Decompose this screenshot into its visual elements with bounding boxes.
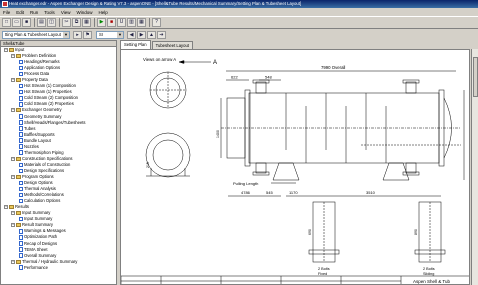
tree-node[interactable] <box>1 265 116 271</box>
folder-icon <box>16 260 21 264</box>
chart-icon[interactable]: ▥ <box>127 18 136 27</box>
folder-icon <box>16 157 21 161</box>
forward-icon[interactable]: ▶ <box>137 31 146 39</box>
bolts-fixed: 2 Bolts <box>318 267 330 271</box>
cut-icon[interactable]: ✂ <box>62 18 71 27</box>
bolts-sliding: 2 Bolts <box>423 267 435 271</box>
support-end-view <box>146 133 190 177</box>
arrow-a-head <box>179 61 184 64</box>
main-panel <box>118 40 478 285</box>
dim-622: 622 <box>231 74 238 80</box>
setting-plan-drawing <box>120 49 470 285</box>
expand-toggle-icon[interactable]: − <box>12 78 15 83</box>
toolbar-separator <box>34 18 35 27</box>
folder-icon <box>16 211 21 215</box>
saddle-fixed <box>273 163 299 180</box>
menu-window[interactable]: Window <box>76 9 93 15</box>
tree-node-label: Shell/Heads/Flanges/Tubesheets <box>24 119 86 125</box>
dim-545: 545 <box>266 190 273 195</box>
folder-icon <box>9 205 14 209</box>
expand-toggle-icon[interactable]: − <box>12 259 15 264</box>
bolts-fixed-2: Fixed <box>318 272 328 276</box>
print-icon[interactable]: ▤ <box>37 18 46 27</box>
tree-node-label: TEMA Sheet <box>24 246 48 252</box>
expand-toggle-icon[interactable]: − <box>12 223 15 228</box>
form-icon <box>19 235 23 240</box>
tree-node-label: Cold Stream (2) Properties <box>24 101 74 107</box>
bookmark-icon[interactable]: ⚑ <box>83 31 92 39</box>
title-bar <box>0 0 478 8</box>
form-icon <box>19 66 23 71</box>
tree-node-label: Methods/Correlations <box>24 192 64 198</box>
menu-file[interactable]: File <box>3 9 11 15</box>
table-icon[interactable]: ▦ <box>137 18 146 27</box>
expand-toggle-icon[interactable]: − <box>12 211 15 216</box>
dim-548: 548 <box>265 74 272 80</box>
form-icon <box>19 150 23 155</box>
tree-node-label: Hot Stream (1) Composition <box>24 83 76 89</box>
tree-node-label: Materials of Construction <box>24 161 71 167</box>
form-icon <box>19 96 23 101</box>
preview-icon[interactable]: ◫ <box>47 18 56 27</box>
folder-icon <box>16 78 21 82</box>
expand-toggle-icon[interactable]: − <box>5 205 8 210</box>
tree-node-label: Cold Stream (2) Composition <box>24 95 78 101</box>
dim-890: 890 <box>414 229 418 235</box>
tree-node-label: Thermal Analysis <box>24 186 56 192</box>
tree-node-label: Results <box>15 204 29 210</box>
chevron-down-icon[interactable]: ▼ <box>118 32 122 37</box>
go-icon[interactable]: ▸ <box>73 31 82 39</box>
units-icon[interactable]: U <box>117 18 126 27</box>
form-icon <box>19 144 23 149</box>
expand-toggle-icon[interactable]: − <box>12 53 15 58</box>
setting-plan-svg <box>121 50 470 285</box>
tree-node-label: Input Summary <box>22 210 51 216</box>
nozzle-top-2 <box>406 82 416 93</box>
tree-node-label: Headings/Remarks <box>24 59 60 65</box>
menu-help[interactable]: Help <box>98 9 108 15</box>
main-toolbar <box>0 16 478 29</box>
dim-215: 215 <box>146 162 150 168</box>
tab-strip <box>118 40 478 49</box>
folder-icon <box>16 223 21 227</box>
scrollbar-thumb[interactable] <box>473 57 478 97</box>
form-selector-combo[interactable] <box>2 31 70 39</box>
tree-node-label: Calculation Options <box>24 198 61 204</box>
form-icon <box>19 229 23 234</box>
expand-toggle-icon[interactable]: − <box>5 47 8 52</box>
form-icon <box>19 265 23 270</box>
tree-tab-shell-tube[interactable]: Shell&Tube <box>1 41 116 47</box>
form-icon <box>19 72 23 77</box>
expand-toggle-icon[interactable]: − <box>12 108 15 113</box>
vertical-scrollbar[interactable] <box>471 49 478 285</box>
folder-icon <box>9 48 14 52</box>
nozzle-bottom-2 <box>406 163 416 173</box>
tree-node-label: Exchanger Geometry <box>22 107 62 113</box>
form-icon <box>19 102 23 107</box>
next-form-icon[interactable]: ➔ <box>157 31 166 39</box>
pulling-length: Pulling Length <box>233 181 259 186</box>
dim-690: 690 <box>308 229 312 235</box>
menu-run[interactable]: Run <box>30 9 39 15</box>
nozzle-flange <box>403 80 419 83</box>
dim-1400: 1400 <box>216 130 220 138</box>
tree-node-label: Construction Specifications <box>22 155 73 161</box>
form-icon <box>19 199 23 204</box>
menu-view[interactable]: View <box>60 9 71 15</box>
support-end-inner <box>153 140 183 170</box>
form-icon <box>19 114 23 119</box>
form-icon <box>19 193 23 198</box>
help-icon[interactable]: ? <box>152 18 161 27</box>
tree-node-label: Application Options <box>24 65 61 71</box>
tree-node-label: Recap of Designs <box>24 240 58 246</box>
tree-node-label: Warnings & Messages <box>24 228 66 234</box>
form-icon <box>19 126 23 131</box>
folder-icon <box>16 54 21 58</box>
nozzle-flange <box>253 80 269 83</box>
tree-node-label: Thermal / Hydraulic Summary <box>22 258 78 264</box>
form-icon <box>19 163 23 168</box>
form-icon <box>19 120 23 125</box>
expand-toggle-icon[interactable]: − <box>12 174 15 179</box>
tree-node-label: Input Summary <box>24 216 53 222</box>
form-icon <box>19 90 23 95</box>
form-icon <box>19 217 23 222</box>
tree-node-label: Optimization Path <box>24 234 58 240</box>
menu-bar <box>0 8 478 16</box>
dim-1170: 1170 <box>289 190 298 195</box>
tree-node-label: Result Summary <box>22 222 53 228</box>
units-value: SI <box>99 32 103 37</box>
arrow-a-label: A <box>213 60 218 66</box>
bolts-sliding-2: Sliding <box>423 272 435 276</box>
menu-tools[interactable]: Tools <box>44 9 55 15</box>
folder-icon <box>16 175 21 179</box>
toolbar-separator <box>94 18 95 27</box>
expand-toggle-icon[interactable]: − <box>12 156 15 161</box>
form-icon <box>19 181 23 186</box>
form-icon <box>19 84 23 89</box>
tree-node-label: Design Specifications <box>24 167 65 173</box>
form-icon <box>19 241 23 246</box>
new-file-icon[interactable]: □ <box>2 18 11 27</box>
window-title: Heat exchanger.edr - Aspen Exchanger Design & Rating V7.3 - aspenONE - [Shell&Tube Results/Mechanical Summary/Setting Plan & Tubesheet Layout] <box>9 1 302 6</box>
title-block-label: Aspen Shell & Tub <box>413 279 451 284</box>
nozzle-top-1 <box>256 82 266 93</box>
tree-node-label: Bundle Layout <box>24 137 51 143</box>
paste-icon[interactable]: ▦ <box>82 18 91 27</box>
dim-4786: 4786 <box>241 190 250 195</box>
dim-3510: 3510 <box>366 190 375 195</box>
overall-dim: 7990 Overall <box>321 65 346 70</box>
tree-node-label: Geometry Summary <box>24 113 62 119</box>
tree-node-label: Tubes <box>24 125 36 131</box>
form-icon <box>19 132 23 137</box>
view-label: Views on arrow A <box>143 57 177 62</box>
tree-node-label: Thermosiphon Piping <box>24 149 64 155</box>
form-selector-value: tting Plan & Tubesheet Layout <box>5 32 61 37</box>
chevron-down-icon[interactable]: ▼ <box>64 32 68 37</box>
tree-body <box>1 47 116 271</box>
run-icon[interactable]: ▶ <box>97 18 106 27</box>
nozzle-bottom-1 <box>256 163 266 173</box>
menu-edit[interactable]: Edit <box>16 9 25 15</box>
back-icon[interactable]: ◀ <box>127 31 136 39</box>
tree-node-label: Nozzles <box>24 143 39 149</box>
save-icon[interactable]: ■ <box>22 18 31 27</box>
form-icon <box>19 138 23 143</box>
nozzle-flange <box>403 172 419 175</box>
copy-icon[interactable]: ⧉ <box>72 18 81 27</box>
form-icon <box>19 169 23 174</box>
tree-node-label: Property Data <box>22 77 48 83</box>
tree-node-label: Design Options <box>24 180 53 186</box>
tree-node-label: Hot Stream (1) Properties <box>24 89 72 95</box>
nozzle-flange <box>253 172 269 175</box>
form-icon <box>19 60 23 65</box>
tree-node-label: Overall Summary <box>24 252 57 258</box>
form-icon <box>19 187 23 192</box>
form-icon <box>19 253 23 258</box>
stop-icon[interactable]: ■ <box>107 18 116 27</box>
tree-node-label: Baffles/Supports <box>24 131 55 137</box>
up-icon[interactable]: ▲ <box>147 31 156 39</box>
app-icon <box>2 1 8 7</box>
toolbar-separator <box>59 18 60 27</box>
navigation-tree <box>0 40 117 285</box>
toolbar-separator <box>149 18 150 27</box>
tree-node-label: Process Data <box>24 71 50 77</box>
form-icon <box>19 247 23 252</box>
tree-node-label: Program Options <box>22 173 54 179</box>
tab-setting-plan[interactable]: Setting Plan <box>120 40 151 49</box>
tab-tubesheet-layout[interactable]: Tubesheet Layout <box>152 41 193 49</box>
navigation-toolbar <box>0 30 478 40</box>
tree-node-label: Input <box>15 47 25 52</box>
units-combo[interactable] <box>96 31 124 39</box>
saddle-sliding <box>383 163 409 180</box>
tree-node-label: Performance <box>24 264 48 270</box>
folder-icon <box>16 108 21 112</box>
open-folder-icon[interactable]: ▭ <box>12 18 21 27</box>
tree-node-label: Problem Definition <box>22 53 57 59</box>
